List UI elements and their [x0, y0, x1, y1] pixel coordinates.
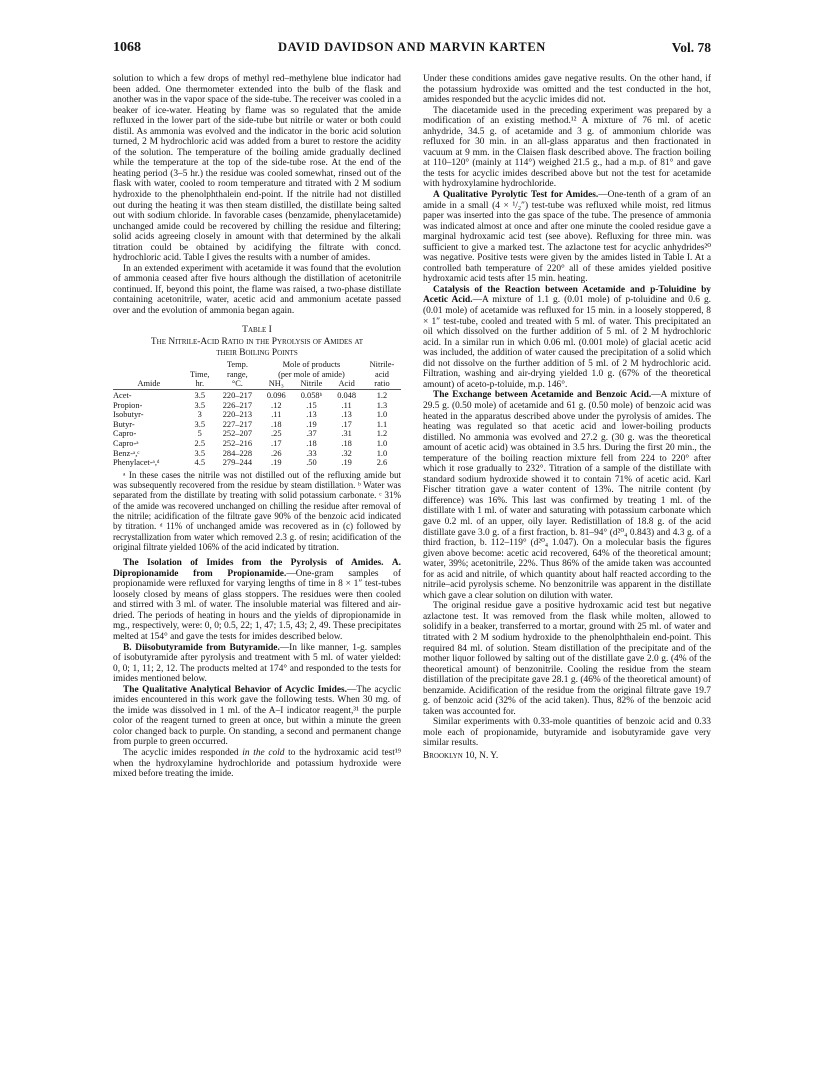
- table-cell: .12: [271, 400, 282, 410]
- table-cell: 3: [197, 410, 202, 420]
- table-cell: .32: [341, 448, 352, 458]
- results-table: [113, 360, 401, 468]
- table-cell: 0.058ᵇ: [300, 391, 323, 400]
- table-cell: 5: [197, 429, 202, 439]
- table-row: [113, 410, 401, 420]
- section-heading: The Qualitative Analytical Behavior of Acyclic Imides.: [123, 684, 348, 695]
- table-cell: 3.5: [194, 391, 205, 400]
- section-paragraph: [423, 190, 711, 285]
- subsection-heading: B. Diisobutyramide from Butyramide.: [123, 642, 280, 653]
- section-heading: A Qualitative Pyrolytic Test for Amides.: [433, 190, 599, 201]
- table-row: [113, 390, 401, 401]
- paragraph-text: —The acyclic imides encountered in this work gave the following tests. When 30 mg. of the imide was dissolved in 1 ml. of the A–I indicator reagent,³¹ the purple color of the reagent turned to green at once, but within a minute the green color changed back to purple. On standing, a second and permanent change from purple to green occurred.: [113, 684, 401, 748]
- column-header: Mole of products: [282, 360, 341, 370]
- table-cell: Isobutyr-: [113, 410, 144, 420]
- paragraph-text: The acyclic imides responded: [123, 747, 243, 758]
- table-cell: 220–217: [222, 391, 253, 400]
- affiliation: Brooklyn 10, N. Y.: [423, 751, 499, 761]
- table-cell: Phenylacet-ᵃ,ᵈ: [113, 458, 160, 468]
- column-header: Temp.: [226, 360, 248, 370]
- column-header: (per mole of amide): [278, 369, 345, 379]
- table-cell: 3.5: [194, 448, 205, 458]
- table-row: [113, 420, 401, 430]
- paragraph-text: —A mixture of 1.1 g. (0.01 mole) of p-toluidine and 0.6 g. (0.01 mole) of acetamide was refluxed for 15 min. in a loosely stoppered, 8 × 1″ test-tube, cooled and treated with 5 ml. of water. This precipitated an oil which dissolved on the further addition of 5 ml. of 2 M hydrochloric acid. In a similar run in which 0.06 ml. (0.001 mole) of glacial acetic acid was included, the addition of water caused the precipitation of a solid which did not dissolve on the further addition of 5 ml. of 2 M hydrochloric acid. Filtration, washing and air-drying yielded 1.0 g. (67% of the theoretical amount) of aceto-p-toluide, m.p. 146°.: [423, 295, 711, 390]
- table-cell: 1.2: [376, 391, 388, 400]
- table-cell: 0.048: [337, 391, 357, 400]
- column-header: acid: [374, 369, 389, 379]
- table-cell: 1.1: [376, 419, 388, 429]
- column-header: Nitrile-: [369, 360, 395, 370]
- paragraph: In an extended experiment with acetamide it was found that the evolution of ammonia ceased after five hours although the distillation of acetonitrile continued. If, beyond this point, the flame was raised, a two-phase distillate containing acetonitrile, water, acetic acid and ammonium acetate passed over and the evolution of ammonia began again.: [113, 263, 401, 317]
- paragraph-text: —One-tenth of a gram of an amide in a small (4 × ¹/₂″) test-tube was refluxed while moist, red litmus paper was inserted into the gas space of the tube. The presence of ammonia was indicated almost at once and after one minute the cooled residue gave a marginal hydroxamic acid test (see above). Refluxing for three min. was sufficient to give a marked test. The azlactone test for acyclic anhydrides²⁰ was negative. Positive tests were given by the amides listed in Table I. At a controlled bath temperature of 220° all of these amides yielded positive hydroxamic acid tests after 15 min. heating.: [423, 190, 711, 285]
- column-header: Nitrile: [293, 379, 331, 389]
- running-header: [113, 40, 711, 60]
- table-cell: .19: [271, 458, 282, 468]
- table-cell: .17: [341, 419, 352, 429]
- table-cell: .33: [306, 448, 317, 458]
- paragraph-text: to the hydroxamic acid test¹⁹ when the hydroxylamine hydrochloride and potassium hydroxide were mixed before treating the imide.: [113, 747, 401, 780]
- section-heading: The Exchange between Acetamide and Benzoic Acid.: [433, 390, 652, 401]
- table-cell: .18: [306, 438, 317, 448]
- paragraph-text: —In like manner, 1-g. samples of isobutyramide after pyrolysis and treatment with 5 ml. of water yielded: 0, 0; 1, 11; 2, 12. The products melted at 174° and responded to the tests for imides mentioned below.: [113, 642, 402, 685]
- section-paragraph: [113, 685, 401, 748]
- table-cell: 252–207: [222, 429, 253, 439]
- column-header: range,: [227, 369, 248, 379]
- table-cell: .17: [271, 438, 282, 448]
- section-heading: Catalysis of the Reaction between Acetamide and p-Toluidine by Acetic Acid.: [423, 284, 711, 306]
- table-cell: 3.5: [194, 419, 205, 429]
- section-paragraph: [423, 390, 711, 601]
- column-header: NH₃: [260, 379, 293, 389]
- column-header: ratio: [363, 379, 401, 389]
- table-cell: .15: [306, 400, 317, 410]
- table-cell: .50: [306, 458, 317, 468]
- section-paragraph: [113, 643, 401, 685]
- right-column: [423, 74, 711, 762]
- paragraph-text: —A mixture of 29.5 g. (0.50 mole) of acetamide and 61 g. (0.50 mole) of benzoic acid was heated in the apparatus described above under the pyrolysis of amides. The heating was regulated so that acetic acid and lower-boiling products distilled. No ammonia was evolved and 27.2 g. (30 g. was the theoretical amount of acetic acid) was obtained in 3.5 hrs. During the first 20 min., the temperature of the boiling reaction mixture fell from 224 to 220° after which it rose gradually to 232°. Titration of a sample of the distillate with standard sodium hydroxide showed it to contain 71% of acetic acid. Karl Fischer titration gave a water content of 13%. The nitrile content (by difference) was 16%. This last was confirmed by treating 1 ml. of the distillate with 1 ml. of water and saturating with potassium carbonate which gave 0.2 ml. of an upper, oily layer. Redistillation of 18.8 g. of the acid distillate gave 3.0 g. of a first fraction, b. 81–94° (d²⁰₄ 0.843) and 4.3 g. of a third fraction, b. 112–119° (d²⁰₄ 1.047). On a molecular basis the figures given above become: acetic acid recovered, 64% of the theoretical amount; water, 39%; acetonitrile, 22%. Thus 86% of the amide taken was accounted for as acid and nitrile, of which quantity about half reacted according to the nitrile–acid pyrolysis scheme. No benzonitrile was apparent in the distillate which gave a clear solution on dilution with water.: [423, 390, 711, 601]
- table-cell: .18: [271, 419, 282, 429]
- running-title: DAVID DAVIDSON AND MARVIN KARTEN: [278, 40, 546, 54]
- section-paragraph: [113, 558, 401, 642]
- volume-label: Vol. 78: [671, 40, 711, 55]
- table-cell: Acet-: [113, 391, 132, 400]
- table-title: The Nitrile-Acid Ratio in the Pyrolysis of Amides at: [150, 337, 364, 348]
- table-cell: .19: [341, 458, 352, 468]
- table-cell: .37: [306, 429, 317, 439]
- table-row: [113, 401, 401, 411]
- table-cell: 1.2: [376, 429, 388, 439]
- table-row: [113, 439, 401, 449]
- column-header: Amide: [113, 379, 185, 389]
- table-cell: 1.3: [376, 400, 388, 410]
- table-cell: Capro-: [113, 429, 137, 439]
- table-cell: Benz-ᵃ,ᶜ: [113, 448, 140, 458]
- table-cell: 3.5: [194, 400, 205, 410]
- paragraph: Under these conditions amides gave negative results. On the other hand, if the potassium hydroxide was omitted and the test conducted in the hot, amides responded but the acyclic imides did not.: [423, 74, 711, 106]
- table-cell: .31: [341, 429, 352, 439]
- table-cell: .26: [271, 448, 282, 458]
- table-row: [113, 429, 401, 439]
- table-cell: 0.096: [266, 391, 286, 400]
- page-number: 1068: [113, 40, 141, 55]
- paragraph: [113, 748, 401, 780]
- table-cell: 2.6: [376, 458, 388, 468]
- left-column: [113, 74, 401, 780]
- table-cell: 252–216: [222, 438, 253, 448]
- table-title-cont: their Boiling Points: [216, 347, 298, 358]
- table-cell: .13: [306, 410, 317, 420]
- table-cell: 1.0: [376, 448, 388, 458]
- table-cell: .11: [271, 410, 282, 420]
- section-heading: The Isolation of Imides from the Pyrolysis of Amides.: [123, 558, 384, 569]
- paragraph: solution to which a few drops of methyl red–methylene blue indicator had been added. One thermometer extended into the bulb of the flask and another was in the vapor space of the side-tube. The receiver was cooled in a beaker of ice-water. Heating by flame was so regulated that the amide refluxed in the lower part of the side-tube but nitrile or water or both could distil. As ammonia was evolved and the indicator in the boric acid solution turned, 2 M hydrochloric acid was added from a buret to restore the acidity of the solution. The temperature of the boiling amide gradually declined while the temperature at the top of the side-tube rose. At the end of the heating period (3–5 hr.) the residue was cooled somewhat, rinsed out of the flask with water, cooled to room temperature and titrated with 2 M sodium hydroxide to the phenolphthalein end-point. If the nitrile had not distilled out during the heating it was then steam distilled, the distillate being salted out with sodium chloride. In favorable cases (benzamide, phenylacetamide) unchanged amide could be recovered by chilling the residue and filtering; solid acids agreeing closely in amount with that determined by the alkali titration could be obtained by acidifying the filtrate with concd. hydrochloric acid. Table I gives the results with a number of amides.: [113, 74, 401, 264]
- table-cell: 284–228: [222, 448, 253, 458]
- table-cell: .11: [341, 400, 352, 410]
- table-cell: .13: [341, 410, 352, 420]
- table-cell: 1.0: [376, 438, 388, 448]
- table-cell: 2.5: [194, 438, 205, 448]
- table-cell: .18: [341, 438, 352, 448]
- paragraph: Similar experiments with 0.33-mole quantities of benzoic acid and 0.33 mole each of propionamide, butyramide and isobutyramide gave very similar results.: [423, 717, 711, 749]
- section-paragraph: [423, 285, 711, 390]
- table-cell: 226–217: [222, 400, 253, 410]
- table-cell: 4.5: [194, 458, 205, 468]
- table-cell: 1.0: [376, 410, 388, 420]
- table-cell: 220–213: [222, 410, 253, 420]
- column-header: Acid: [330, 379, 363, 389]
- table-footnotes: ᵃ In these cases the nitrile was not distilled out of the refluxing amide but was subsequently recovered from the residue by steam distillation. ᵇ Water was separated from the distillate by treating with solid potassium carbonate. ᶜ 31% of the amide was recovered unchanged on chilling the residue after removal of the nitrile; acidification of the filtrate gave 90% of the benzoic acid indicated by titration. ᵈ 11% of unchanged amide was recovered as in (c) followed by recrystallization from water which removed 2.3 g. of resin; acidification of the original filtrate yielded 106% of the acid indicated by titration.: [113, 469, 401, 552]
- table-cell: 227–217: [222, 419, 253, 429]
- table-cell: .25: [271, 429, 282, 439]
- emphasis: in the cold: [242, 747, 285, 758]
- column-header: °C.: [215, 379, 260, 389]
- table-label: Table I: [242, 323, 272, 335]
- subsection-heading: A. Dipropionamide from Propionamide.: [113, 558, 401, 579]
- table-row: [113, 449, 401, 459]
- table-cell: 279–244: [222, 458, 253, 468]
- column-header: hr.: [185, 379, 215, 389]
- table-cell: Capro-ᵃ: [113, 438, 139, 448]
- paragraph: The diacetamide used in the preceding experiment was prepared by a modification of an existing method.¹² A mixture of 76 ml. of acetic anhydride, 34.5 g. of acetamide and 3 g. of ammonium chloride was refluxed for 30 min. in an all-glass apparatus and then fractionated in vacuum at 9 mm. in the Claisen flask described above. The fraction boiling at 110–120° (mainly at 114°) weighed 21.5 g., had a m.p. of 81° and gave the tests for acyclic imides described above but not the test for acetamide with hydroxylamine hydrochloride.: [423, 105, 711, 190]
- column-header: Time,: [190, 369, 210, 379]
- table-cell: Propion-: [113, 400, 143, 410]
- paragraph: The original residue gave a positive hydroxamic acid test but negative azlactone test. It was removed from the flask while molten, allowed to solidify in a beaker, transferred to a mortar, ground with 25 ml. of water and titrated with 2 M sodium hydroxide to the phenolphthalein end-point. This required 84 ml. of solution. Steam distillation of the precipitate and of the mother liquor followed by salting out of the distillate gave 2.0 g. (4% of the theoretical amount) of benzonitrile. Cooling the residue from the steam distillation of the precipitate gave 28.1 g. (46% of the theoretical amount) of benzamide. Acidification of the residue from the original filtrate gave 19.7 g. of benzoic acid (32% of the acid taken). Thus, 82% of the benzoic acid taken was accounted for.: [423, 601, 711, 717]
- table-row: [113, 458, 401, 468]
- paragraph-text: —One-gram samples of propionamide were refluxed for varying lengths of time in 8 × 1″ test-tubes loosely closed by means of glass stoppers. The residues were then cooled and stirred with 3 ml. of water. The insoluble material was filtered and air-dried. The periods of heating in hours and the yields of dipropionamide in mg., respectively, were: 0, 0; 0.5, 22; 1, 47; 1.5, 43; 2, 49. These precipitates melted at 154° and gave the tests for imides described below.: [113, 568, 401, 642]
- table-cell: Butyr-: [113, 419, 135, 429]
- table-cell: .19: [306, 419, 317, 429]
